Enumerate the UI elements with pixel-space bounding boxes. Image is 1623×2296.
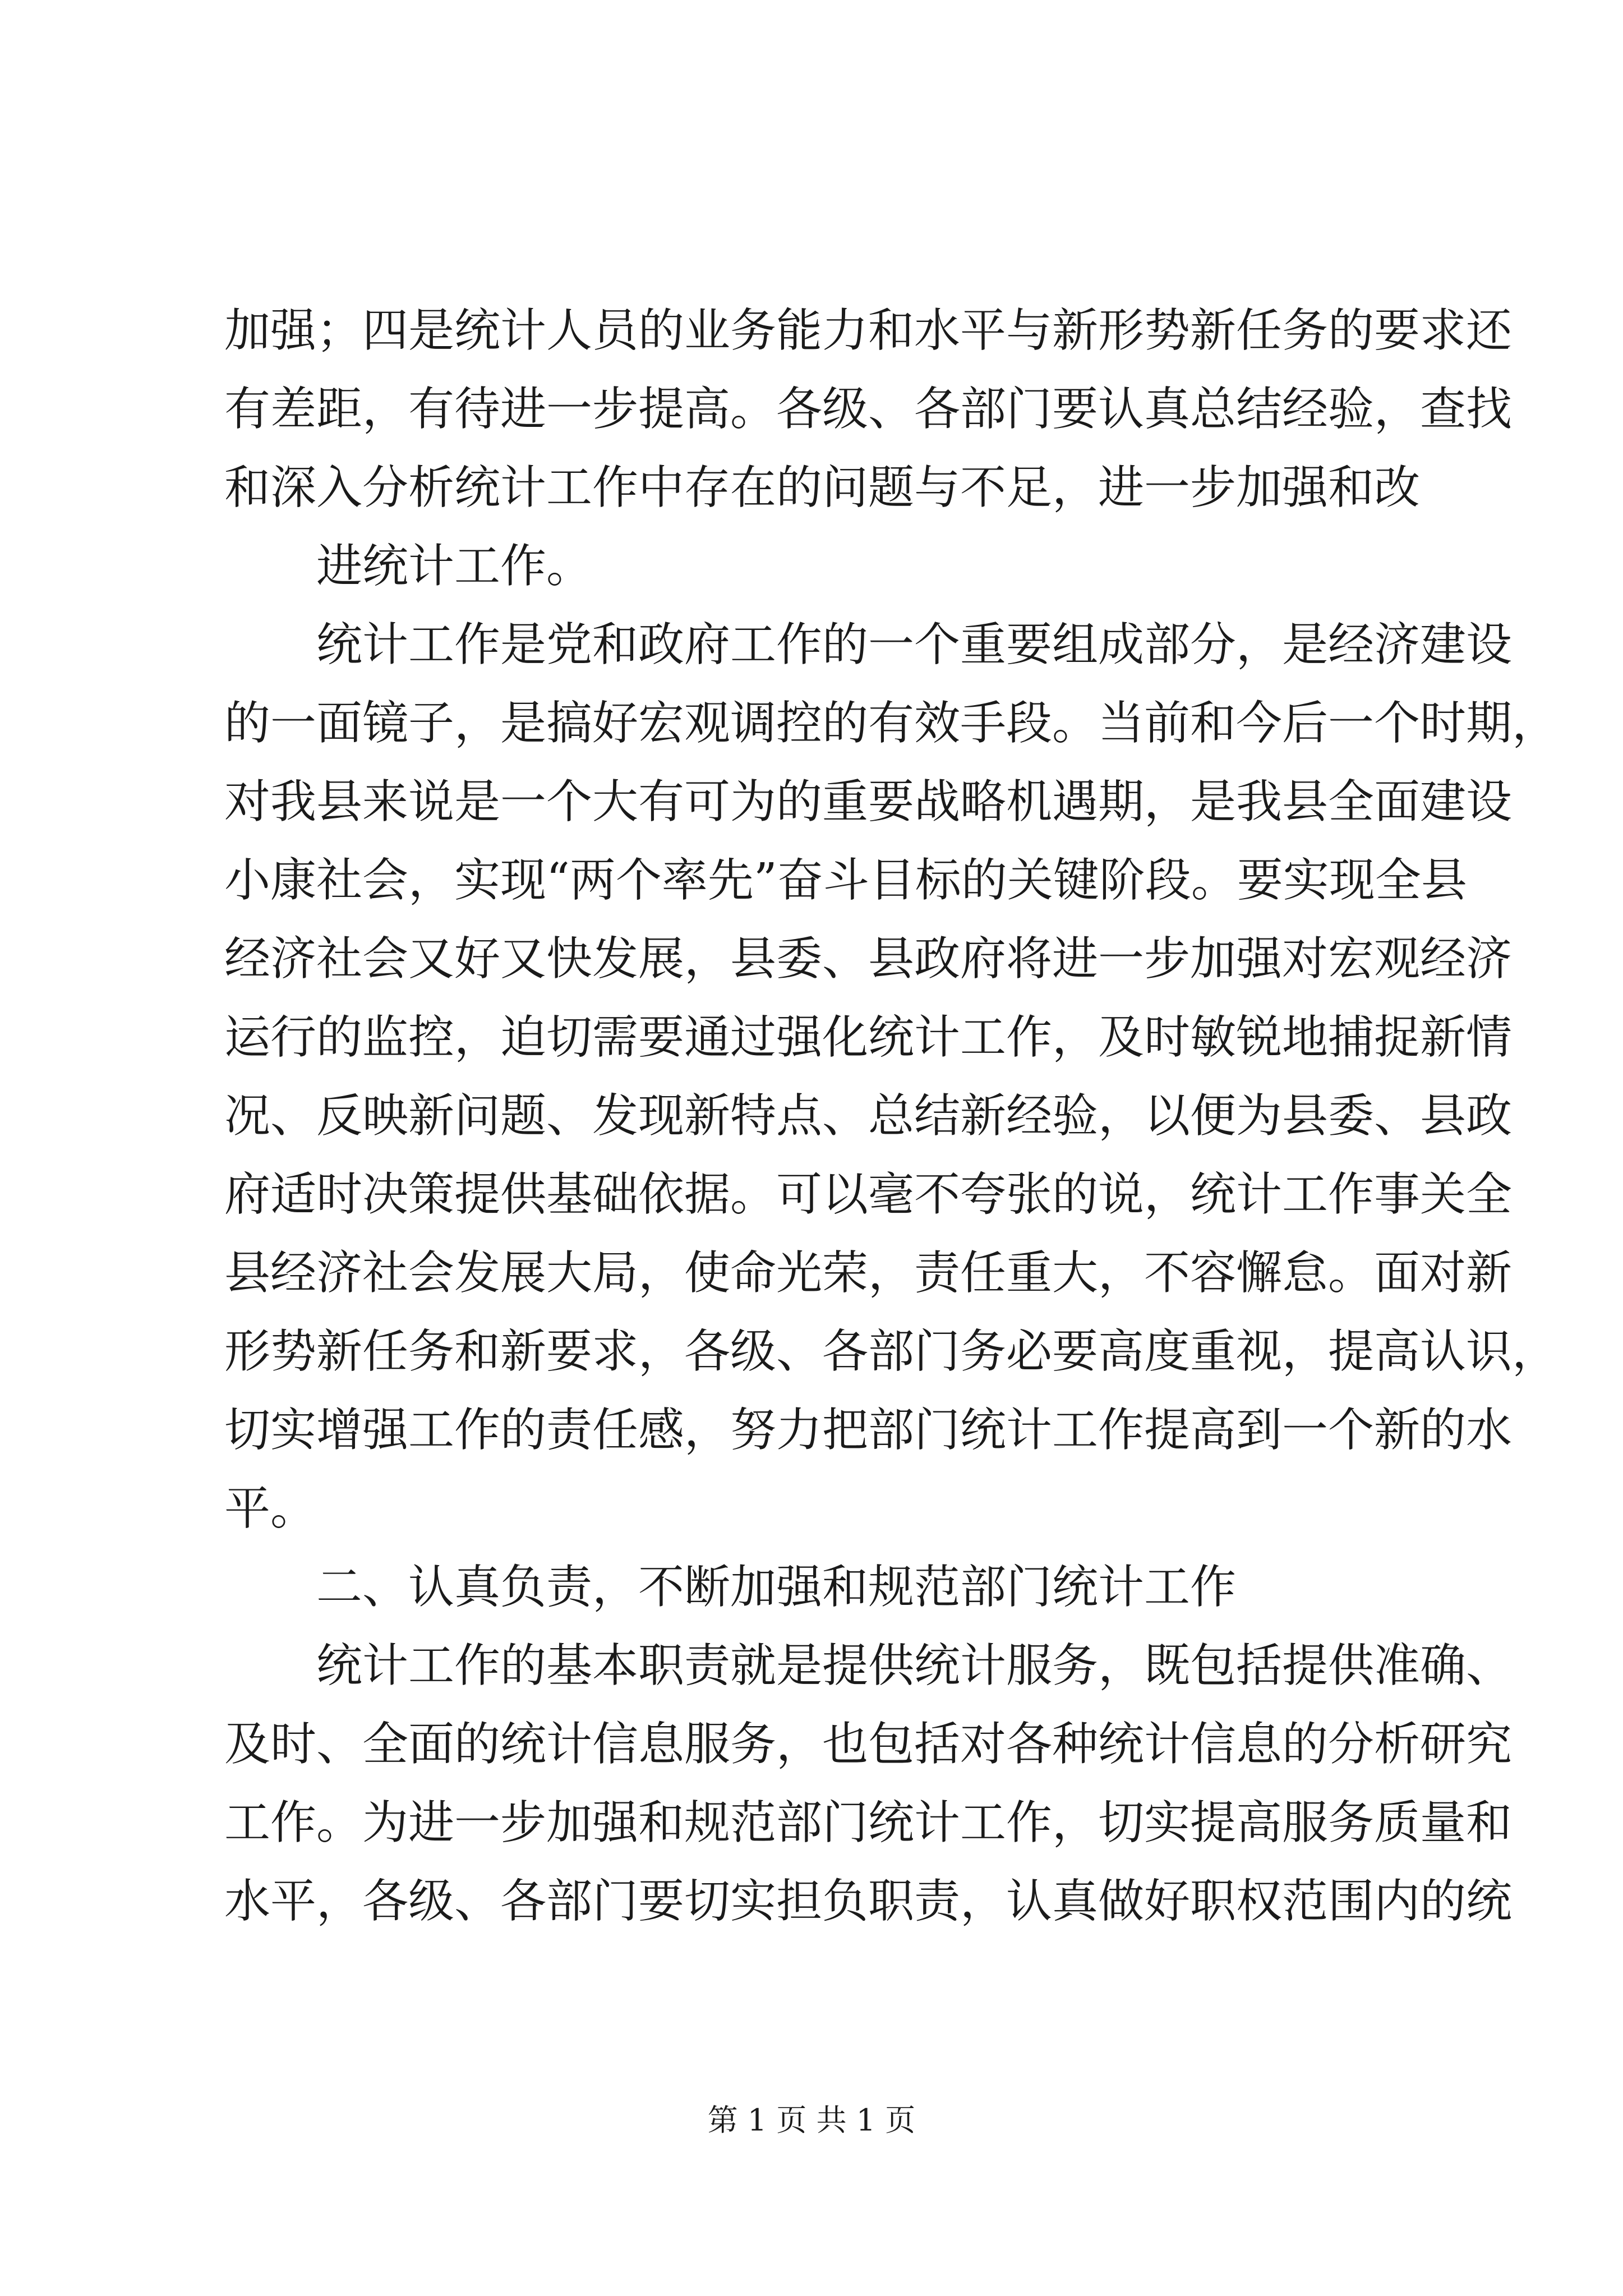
text-line: 小康社会，实现“两个率先”奋斗目标的关键阶段。要实现全县 — [224, 854, 1467, 907]
document-body — [224, 292, 1559, 1941]
text-line: 工作。为进一步加强和规范部门统计工作，切实提高服务质量和 — [224, 1796, 1513, 1849]
text-line: 况、反映新问题、发现新特点、总结新经验，以便为县委、县政 — [224, 1089, 1513, 1143]
text-line: 平。 — [224, 1482, 317, 1535]
text-line: 进统计工作。 — [316, 540, 593, 593]
text-line: 及时、全面的统计信息服务，也包括对各种统计信息的分析研究 — [224, 1718, 1513, 1771]
page-footer — [0, 2101, 1623, 2140]
paragraph-start-line: 统计工作的基本职责就是提供统计服务，既包括提供准确、 — [316, 1639, 1513, 1692]
text-line: 府适时决策提供基础依据。可以毫不夸张的说，统计工作事关全 — [224, 1168, 1513, 1221]
text-line: 有差距，有待进一步提高。各级、各部门要认真总结经验，查找 — [224, 383, 1513, 436]
text-line: 运行的监控，迫切需要通过强化统计工作，及时敏锐地捕捉新情 — [224, 1011, 1513, 1064]
section-heading: 二、认真负责，不断加强和规范部门统计工作 — [316, 1561, 1237, 1614]
text-line: 水平，各级、各部门要切实担负职责，认真做好职权范围内的统 — [224, 1875, 1513, 1928]
paragraph-start-line: 统计工作是党和政府工作的一个重要组成部分，是经济建设 — [316, 618, 1513, 671]
text-line: 的一面镜子，是搞好宏观调控的有效手段。当前和今后一个时期， — [224, 697, 1559, 750]
text-line: 形势新任务和新要求，各级、各部门务必要高度重视，提高认识， — [224, 1325, 1559, 1378]
page-number-label: 第 1 页 共 1 页 — [707, 2102, 916, 2138]
text-line: 加强；四是统计人员的业务能力和水平与新形势新任务的要求还 — [224, 304, 1513, 357]
text-line: 县经济社会发展大局，使命光荣，责任重大，不容懈怠。面对新 — [224, 1246, 1513, 1300]
text-line: 和深入分析统计工作中存在的问题与不足，进一步加强和改 — [224, 461, 1421, 514]
text-line: 对我县来说是一个大有可为的重要战略机遇期，是我县全面建设 — [224, 775, 1513, 829]
text-line: 经济社会又好又快发展，县委、县政府将进一步加强对宏观经济 — [224, 932, 1513, 986]
text-line: 切实增强工作的责任感，努力把部门统计工作提高到一个新的水 — [224, 1404, 1513, 1457]
